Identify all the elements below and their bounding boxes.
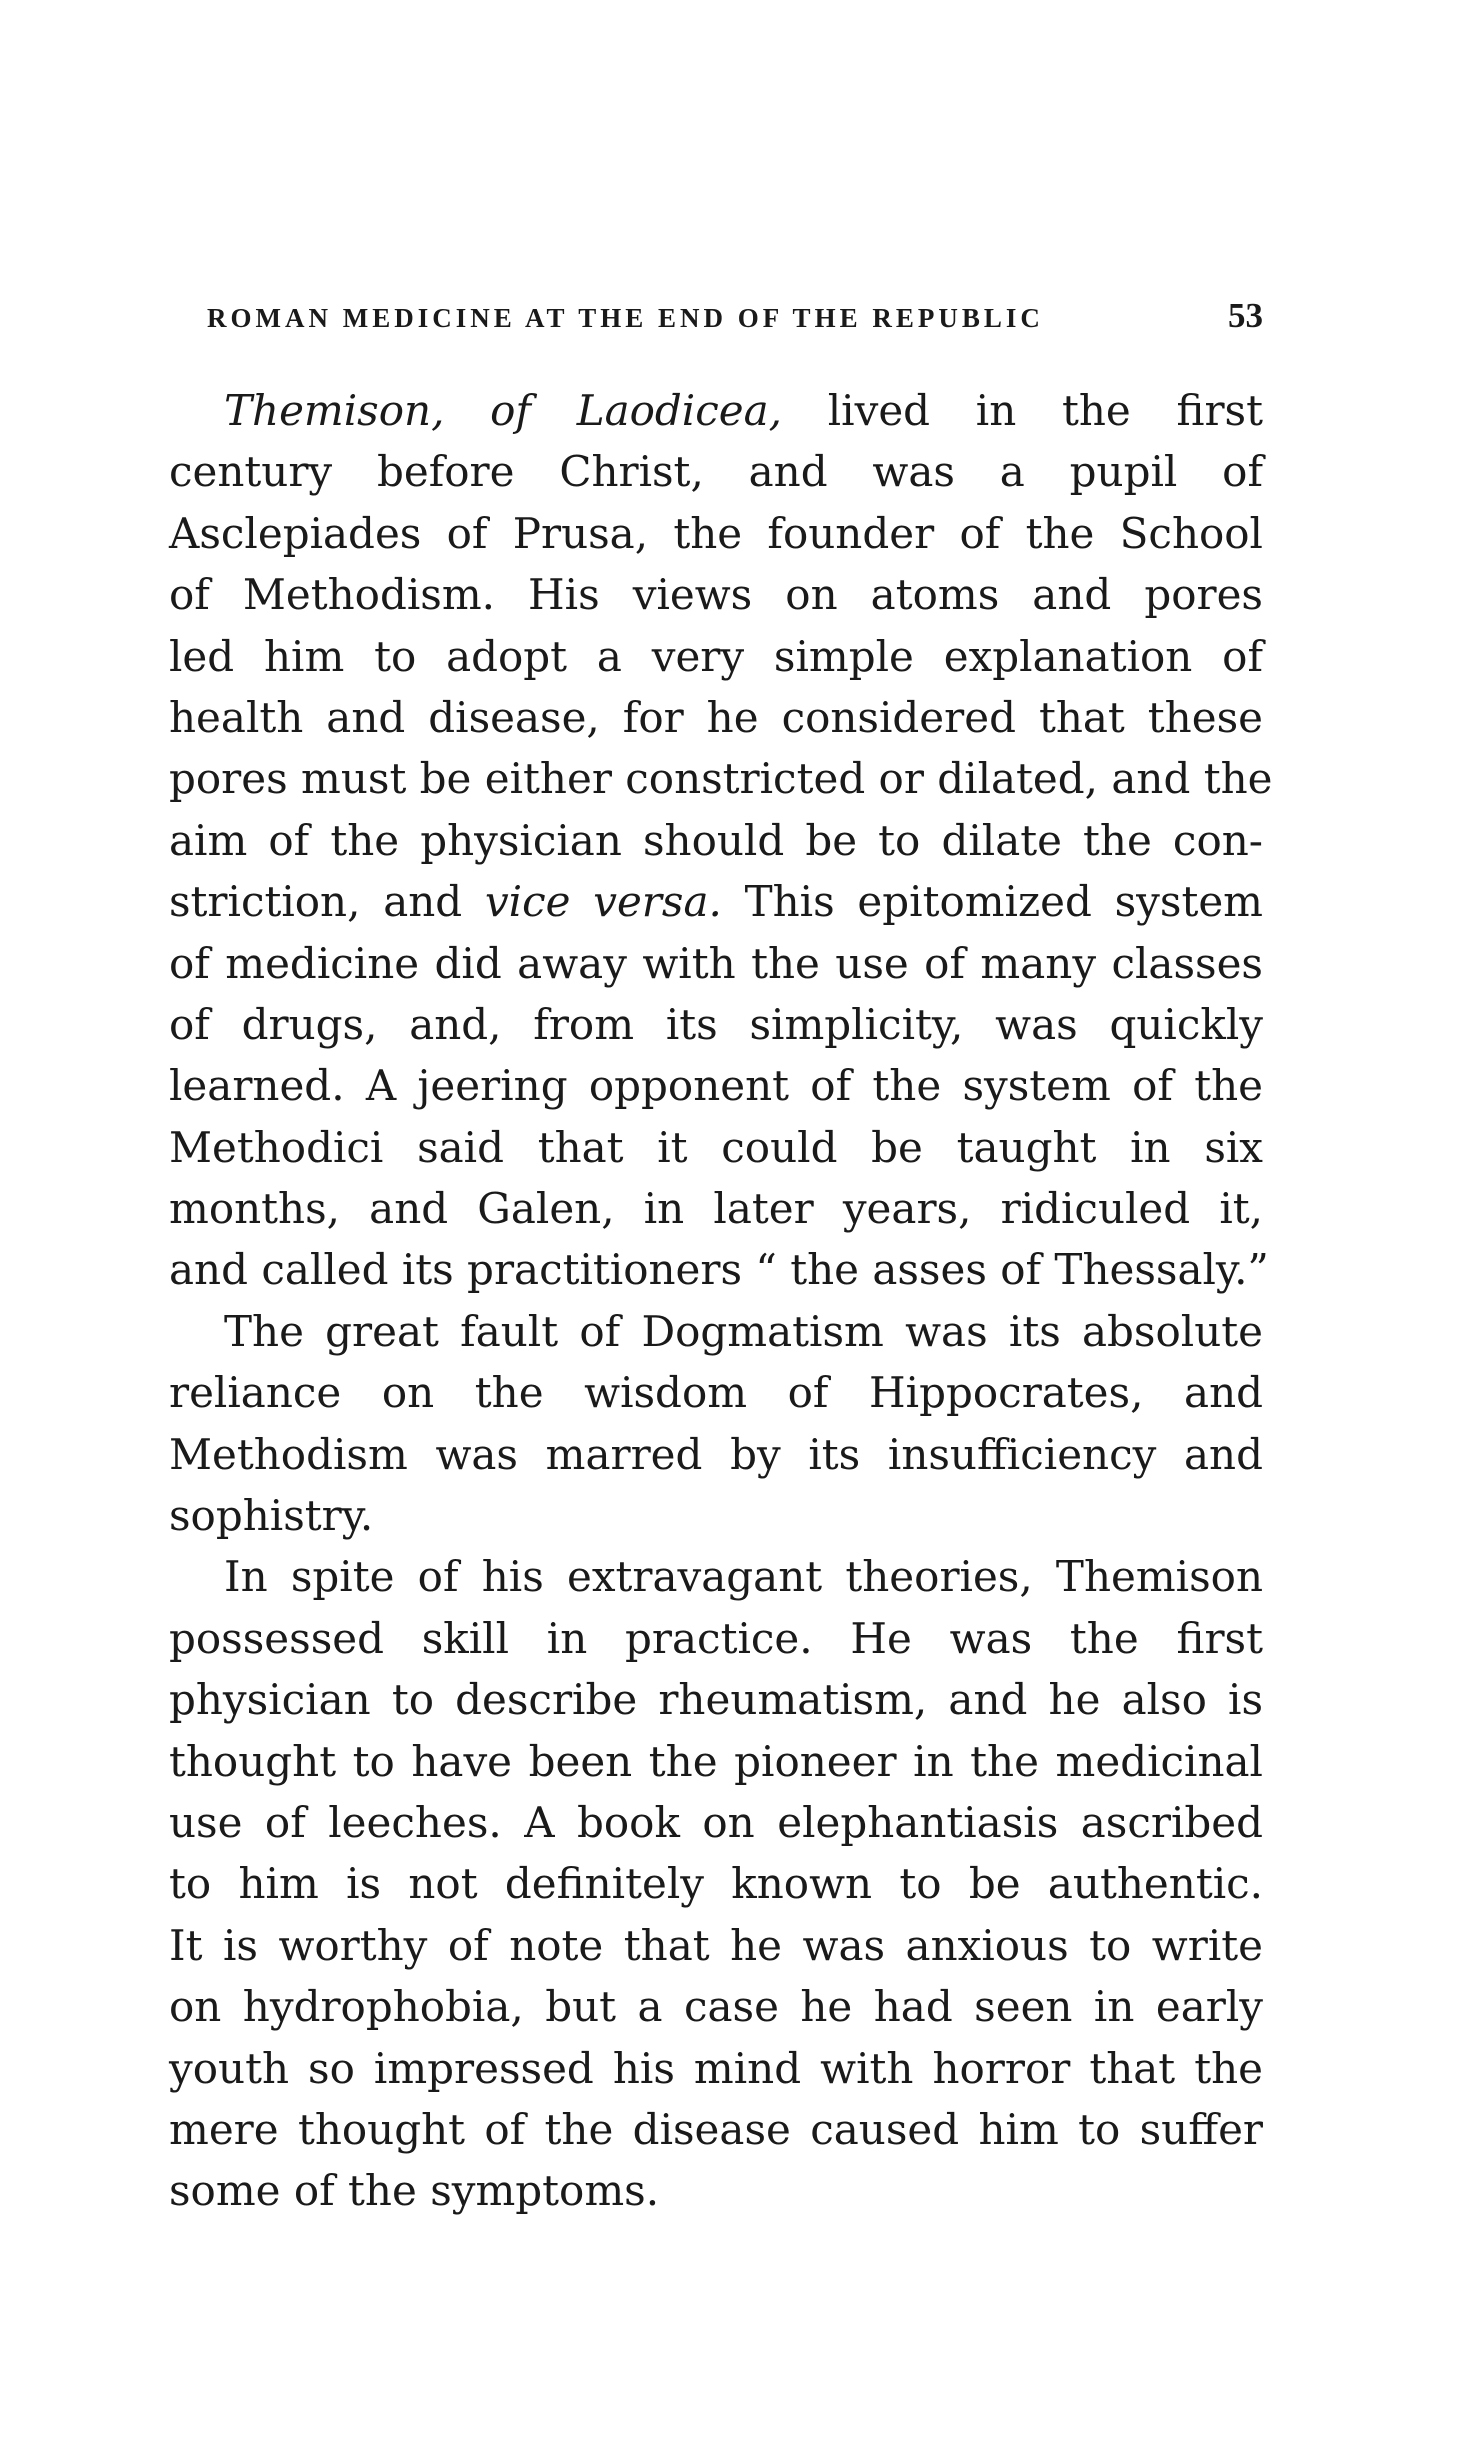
text-run: of Methodism. His views on atoms and pores bbox=[169, 570, 1263, 620]
text-run: lived in the first bbox=[782, 386, 1263, 435]
text-line bbox=[169, 1239, 1269, 1300]
italic-text: Themison, bbox=[224, 386, 445, 435]
text-run: physician to describe rheumatism, and he also is bbox=[169, 1675, 1263, 1725]
text-run: mere thought of the disease caused him to suffer bbox=[169, 2104, 1263, 2154]
text-line bbox=[169, 441, 1263, 502]
text-line bbox=[169, 1915, 1263, 1976]
text-line bbox=[169, 380, 1263, 441]
text-run bbox=[444, 386, 490, 435]
text-line bbox=[169, 626, 1263, 687]
text-line bbox=[169, 1976, 1263, 2037]
text-run: striction, and bbox=[169, 877, 485, 927]
italic-text: vice versa. bbox=[484, 877, 722, 927]
text-run: to him is not definitely known to be authentic. bbox=[169, 1859, 1263, 1909]
text-run: Asclepiades of Prusa, the founder of the School bbox=[169, 508, 1263, 558]
text-run: In spite of his extravagant theories, Themison bbox=[224, 1552, 1263, 1602]
text-run: sophistry. bbox=[169, 1491, 374, 1541]
text-line bbox=[169, 1731, 1263, 1792]
text-line bbox=[169, 564, 1263, 625]
text-run: and called its practitioners “ the asses of Thessaly.” bbox=[169, 1245, 1269, 1295]
text-line bbox=[169, 1485, 1263, 1546]
text-line bbox=[169, 1424, 1263, 1485]
text-line bbox=[169, 1546, 1263, 1607]
text-run: The great fault of Dogmatism was its absolute bbox=[224, 1306, 1263, 1356]
text-line bbox=[169, 2099, 1263, 2160]
italic-text: of bbox=[490, 386, 531, 435]
text-line bbox=[169, 1117, 1263, 1178]
body-text bbox=[169, 380, 1273, 2222]
text-line bbox=[169, 748, 1273, 809]
text-run: on hydrophobia, but a case he had seen in early bbox=[169, 1982, 1263, 2032]
text-line bbox=[169, 2038, 1263, 2099]
text-run: reliance on the wisdom of Hippocrates, and bbox=[169, 1368, 1263, 1418]
text-run: led him to adopt a very simple explanation of bbox=[169, 631, 1263, 681]
text-line bbox=[169, 810, 1263, 871]
text-line bbox=[169, 1669, 1263, 1730]
running-head bbox=[207, 296, 1263, 336]
text-run: pores must be either constricted or dilated, and the bbox=[169, 754, 1273, 804]
text-run: Methodism was marred by its insufficiency and bbox=[169, 1429, 1263, 1479]
text-line bbox=[169, 871, 1263, 932]
text-run: It is worthy of note that he was anxious to write bbox=[169, 1920, 1263, 1970]
text-line bbox=[169, 1362, 1263, 1423]
text-line bbox=[169, 933, 1263, 994]
text-line bbox=[169, 687, 1263, 748]
text-line bbox=[169, 1608, 1263, 1669]
text-run: thought to have been the pioneer in the medicinal bbox=[169, 1736, 1263, 1786]
text-line bbox=[169, 503, 1263, 564]
text-run: youth so impressed his mind with horror that the bbox=[169, 2043, 1263, 2093]
text-run: some of the symptoms. bbox=[169, 2166, 660, 2216]
text-run: century before Christ, and was a pupil of bbox=[169, 447, 1263, 497]
text-line bbox=[169, 1055, 1263, 1116]
italic-text: Laodicea, bbox=[576, 386, 783, 435]
text-run: of medicine did away with the use of many classes bbox=[169, 938, 1263, 988]
text-run: Methodici said that it could be taught in six bbox=[169, 1122, 1263, 1172]
text-run: months, and Galen, in later years, ridiculed it, bbox=[169, 1184, 1263, 1234]
page-number: 53 bbox=[1228, 296, 1263, 335]
text-line bbox=[169, 1301, 1263, 1362]
text-run: This epitomized system bbox=[721, 877, 1264, 927]
text-line bbox=[169, 1792, 1263, 1853]
text-run: aim of the physician should be to dilate the con- bbox=[169, 815, 1263, 865]
text-line bbox=[169, 1853, 1263, 1914]
text-run: health and disease, for he considered that these bbox=[169, 692, 1263, 742]
text-line bbox=[169, 2160, 1263, 2221]
text-run bbox=[531, 386, 577, 435]
text-line bbox=[169, 1178, 1263, 1239]
text-run: use of leeches. A book on elephantiasis ascribed bbox=[169, 1797, 1263, 1847]
text-line bbox=[169, 994, 1263, 1055]
text-run: of drugs, and, from its simplicity, was quickly bbox=[169, 999, 1263, 1049]
running-title: ROMAN MEDICINE AT THE END OF THE REPUBLIC bbox=[207, 303, 1044, 333]
text-run: learned. A jeering opponent of the system of the bbox=[169, 1061, 1263, 1111]
text-run: possessed skill in practice. He was the first bbox=[169, 1613, 1263, 1663]
